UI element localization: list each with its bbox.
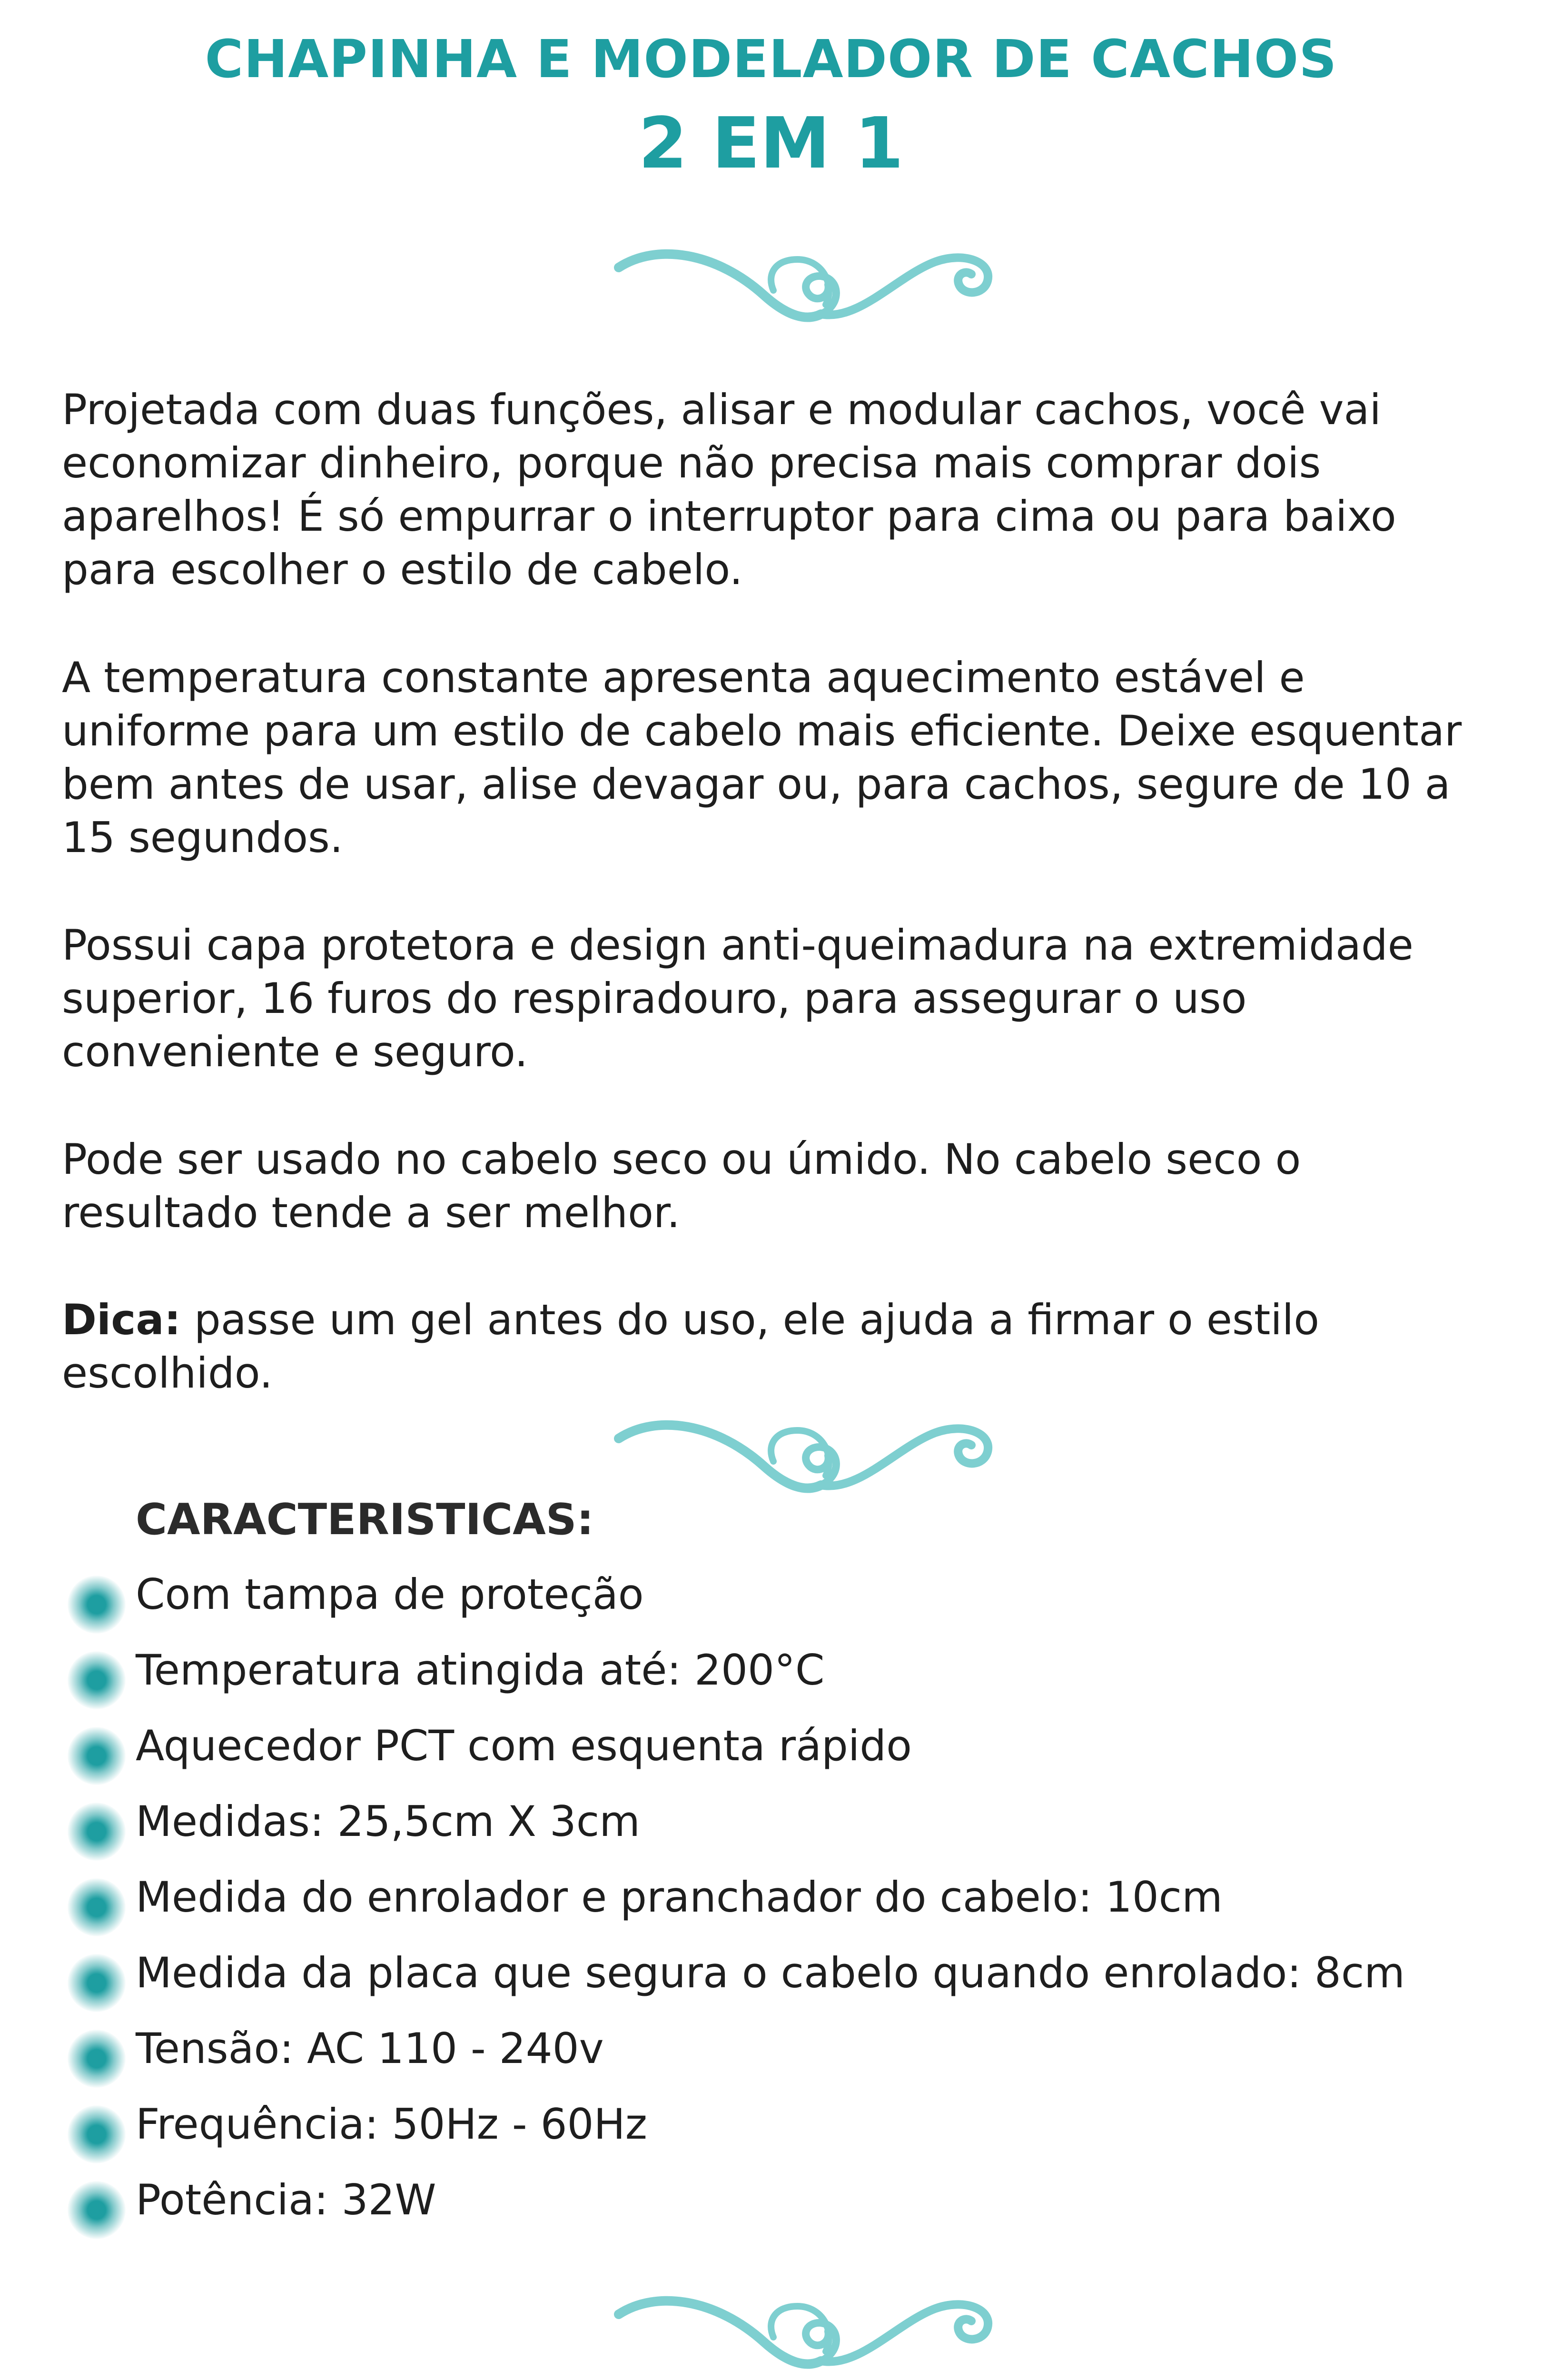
features-heading: CARACTERISTICAS: xyxy=(136,1495,594,1545)
flourish-divider-icon xyxy=(612,1404,997,1499)
feature-text: Aquecedor PCT com esquenta rápido xyxy=(136,1721,912,1770)
feature-text: Frequência: 50Hz - 60Hz xyxy=(136,2100,647,2149)
feature-text: Temperatura atingida até: 200°C xyxy=(136,1646,825,1695)
description-paragraph-3: Possui capa protetora e design anti-queimadura na extremidade superior, 16 furos do respiradouro, para assegurar o uso conveniente e seguro. xyxy=(62,921,1414,1076)
dot-bullet-icon xyxy=(68,2105,126,2163)
list-item xyxy=(62,2020,1528,2096)
page-title: CHAPINHA E MODELADOR DE CACHOS xyxy=(205,29,1337,89)
list-item xyxy=(62,1793,1528,1869)
dot-bullet-icon xyxy=(68,2030,126,2088)
page-subtitle: 2 EM 1 xyxy=(638,102,904,184)
dot-bullet-icon xyxy=(68,1651,126,1709)
feature-text: Tensão: AC 110 - 240v xyxy=(136,2024,604,2073)
features-list xyxy=(62,1566,1528,2247)
dot-bullet-icon xyxy=(68,1803,126,1861)
list-item xyxy=(62,1642,1528,1717)
feature-text: Com tampa de proteção xyxy=(136,1570,644,1619)
list-item xyxy=(62,1869,1528,1944)
list-item xyxy=(62,2096,1528,2172)
list-item xyxy=(62,1944,1528,2020)
list-item xyxy=(62,1717,1528,1793)
feature-text: Medida do enrolador e pranchador do cabelo: 10cm xyxy=(136,1873,1223,1922)
tip-text: passe um gel antes do uso, ele ajuda a firmar o estilo escolhido. xyxy=(62,1295,1320,1398)
flourish-divider-icon xyxy=(612,2280,997,2375)
dot-bullet-icon xyxy=(68,1954,126,2012)
tip-paragraph xyxy=(62,1293,1499,1400)
description-paragraph-1: Projetada com duas funções, alisar e modular cachos, você vai economizar dinheiro, porque não precisa mais comprar dois aparelhos! É só empurrar o interruptor para cima ou para baixo para escolher o estilo de cabelo. xyxy=(62,385,1396,594)
description-paragraph-2: A temperatura constante apresenta aquecimento estável e uniforme para um estilo de cabelo mais eficiente. Deixe esquentar bem antes de usar, alise devagar ou, para cachos, segure de 10 a 15 segundos. xyxy=(62,653,1462,862)
dot-bullet-icon xyxy=(68,1878,126,1936)
list-item xyxy=(62,1566,1528,1642)
flourish-divider-icon xyxy=(612,233,997,328)
feature-text: Medida da placa que segura o cabelo quando enrolado: 8cm xyxy=(136,1948,1405,1997)
tip-label: Dica: xyxy=(62,1295,181,1344)
dot-bullet-icon xyxy=(68,1576,126,1634)
list-item xyxy=(62,2172,1528,2247)
feature-text: Medidas: 25,5cm X 3cm xyxy=(136,1797,640,1846)
dot-bullet-icon xyxy=(68,1727,126,1785)
feature-text: Potência: 32W xyxy=(136,2175,436,2224)
description-paragraph-4: Pode ser usado no cabelo seco ou úmido. No cabelo seco o resultado tende a ser melhor. xyxy=(62,1135,1301,1237)
dot-bullet-icon xyxy=(68,2181,126,2239)
